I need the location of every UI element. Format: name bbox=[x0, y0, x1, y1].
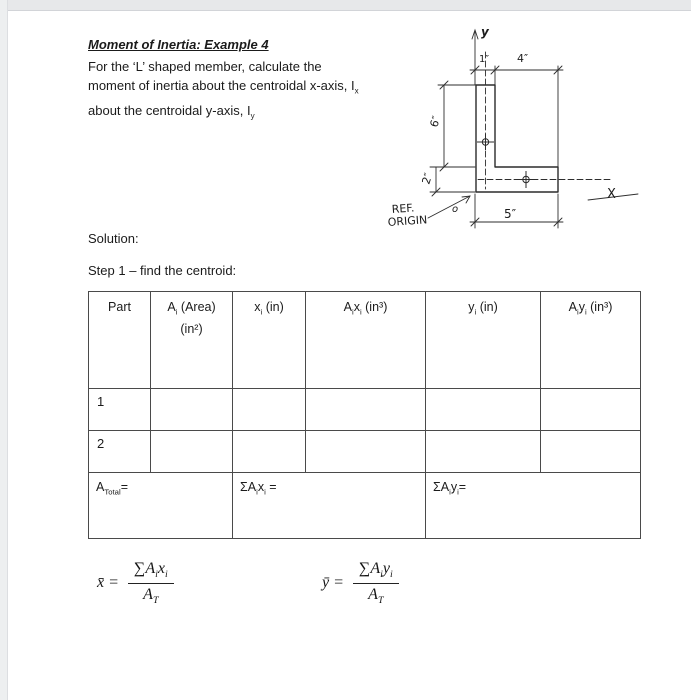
figure-container bbox=[386, 22, 646, 244]
table-row-part-1 bbox=[89, 389, 641, 431]
cell-empty bbox=[233, 389, 306, 431]
fraction bbox=[128, 560, 174, 606]
table-row-part-2 bbox=[89, 431, 641, 473]
cell-empty bbox=[426, 431, 541, 473]
scan-edge-left bbox=[0, 0, 8, 700]
formula-lhs: ȳ = bbox=[322, 574, 344, 592]
fraction-numerator: $\sum A_iy_i$ bbox=[353, 560, 399, 584]
cell-sum-aiyi: $\Sigma A_iy_i=$ bbox=[426, 473, 641, 539]
step1-label: Step 1 – find the centroid: bbox=[88, 263, 237, 278]
header-cell-xi: $x_i$ (in) bbox=[233, 292, 306, 389]
cell-part-number: 1 bbox=[89, 389, 151, 431]
cell-empty bbox=[426, 389, 541, 431]
header-cell-aiyi: $A_iy_i$ (in³) bbox=[541, 292, 641, 389]
dim-label-2in: 2″ bbox=[419, 171, 436, 186]
dim-label-4in: 4″ bbox=[517, 52, 529, 65]
problem-line-2: moment of inertia about the centroidal x-axis, $I_x$ bbox=[88, 78, 359, 96]
formula-ybar bbox=[322, 560, 399, 606]
cell-area-total: $A_{Total}=$ bbox=[89, 473, 233, 539]
formula-xbar bbox=[97, 560, 174, 606]
x-axis-label: X bbox=[607, 187, 616, 202]
ref-origin-label-line1: REF. bbox=[391, 201, 415, 216]
dim-label-1in: 1″ bbox=[479, 54, 490, 65]
y-axis-label: y bbox=[481, 25, 489, 39]
fraction-numerator: $\sum A_ix_i$ bbox=[128, 560, 174, 584]
cell-empty bbox=[306, 389, 426, 431]
table-totals-row bbox=[89, 473, 641, 539]
ref-origin-arrow bbox=[428, 196, 470, 218]
scan-edge-top bbox=[0, 0, 691, 11]
cell-part-number: 2 bbox=[89, 431, 151, 473]
cell-empty bbox=[151, 431, 233, 473]
dim-label-6in: 6″ bbox=[427, 114, 444, 129]
table-header-row bbox=[89, 292, 641, 389]
problem-line-1: For the ‘L’ shaped member, calculate the bbox=[88, 59, 322, 74]
problem-statement bbox=[88, 57, 398, 125]
cell-empty bbox=[233, 431, 306, 473]
origin-mark-label: o bbox=[452, 204, 459, 215]
page-title: Moment of Inertia: Example 4 bbox=[88, 37, 269, 52]
cell-sum-aixi: $\Sigma A_ix_i$ = bbox=[233, 473, 426, 539]
solution-label: Solution: bbox=[88, 231, 139, 246]
cell-empty bbox=[541, 431, 641, 473]
formula-lhs: x̄ = bbox=[97, 574, 119, 592]
fraction bbox=[353, 560, 399, 606]
cell-empty bbox=[541, 389, 641, 431]
header-cell-yi: $y_i$ (in) bbox=[426, 292, 541, 389]
l-shape-outline bbox=[476, 85, 558, 192]
header-cell-part: Part bbox=[89, 292, 151, 389]
cell-empty bbox=[306, 431, 426, 473]
cell-empty bbox=[151, 389, 233, 431]
problem-line-3: about the centroidal y-axis, $I_y$ bbox=[88, 102, 255, 121]
header-cell-area: $A_i$ (Area) (in²) bbox=[151, 292, 233, 389]
l-shape-figure bbox=[386, 22, 646, 244]
dim-label-5in: 5″ bbox=[504, 207, 517, 221]
ref-origin-label-line2: ORIGIN bbox=[387, 213, 428, 229]
header-cell-aixi: $A_ix_i$ (in³) bbox=[306, 292, 426, 389]
fraction-denominator: $A_T$ bbox=[143, 586, 159, 607]
fraction-denominator: $A_T$ bbox=[368, 586, 384, 607]
centroid-table bbox=[88, 291, 641, 539]
